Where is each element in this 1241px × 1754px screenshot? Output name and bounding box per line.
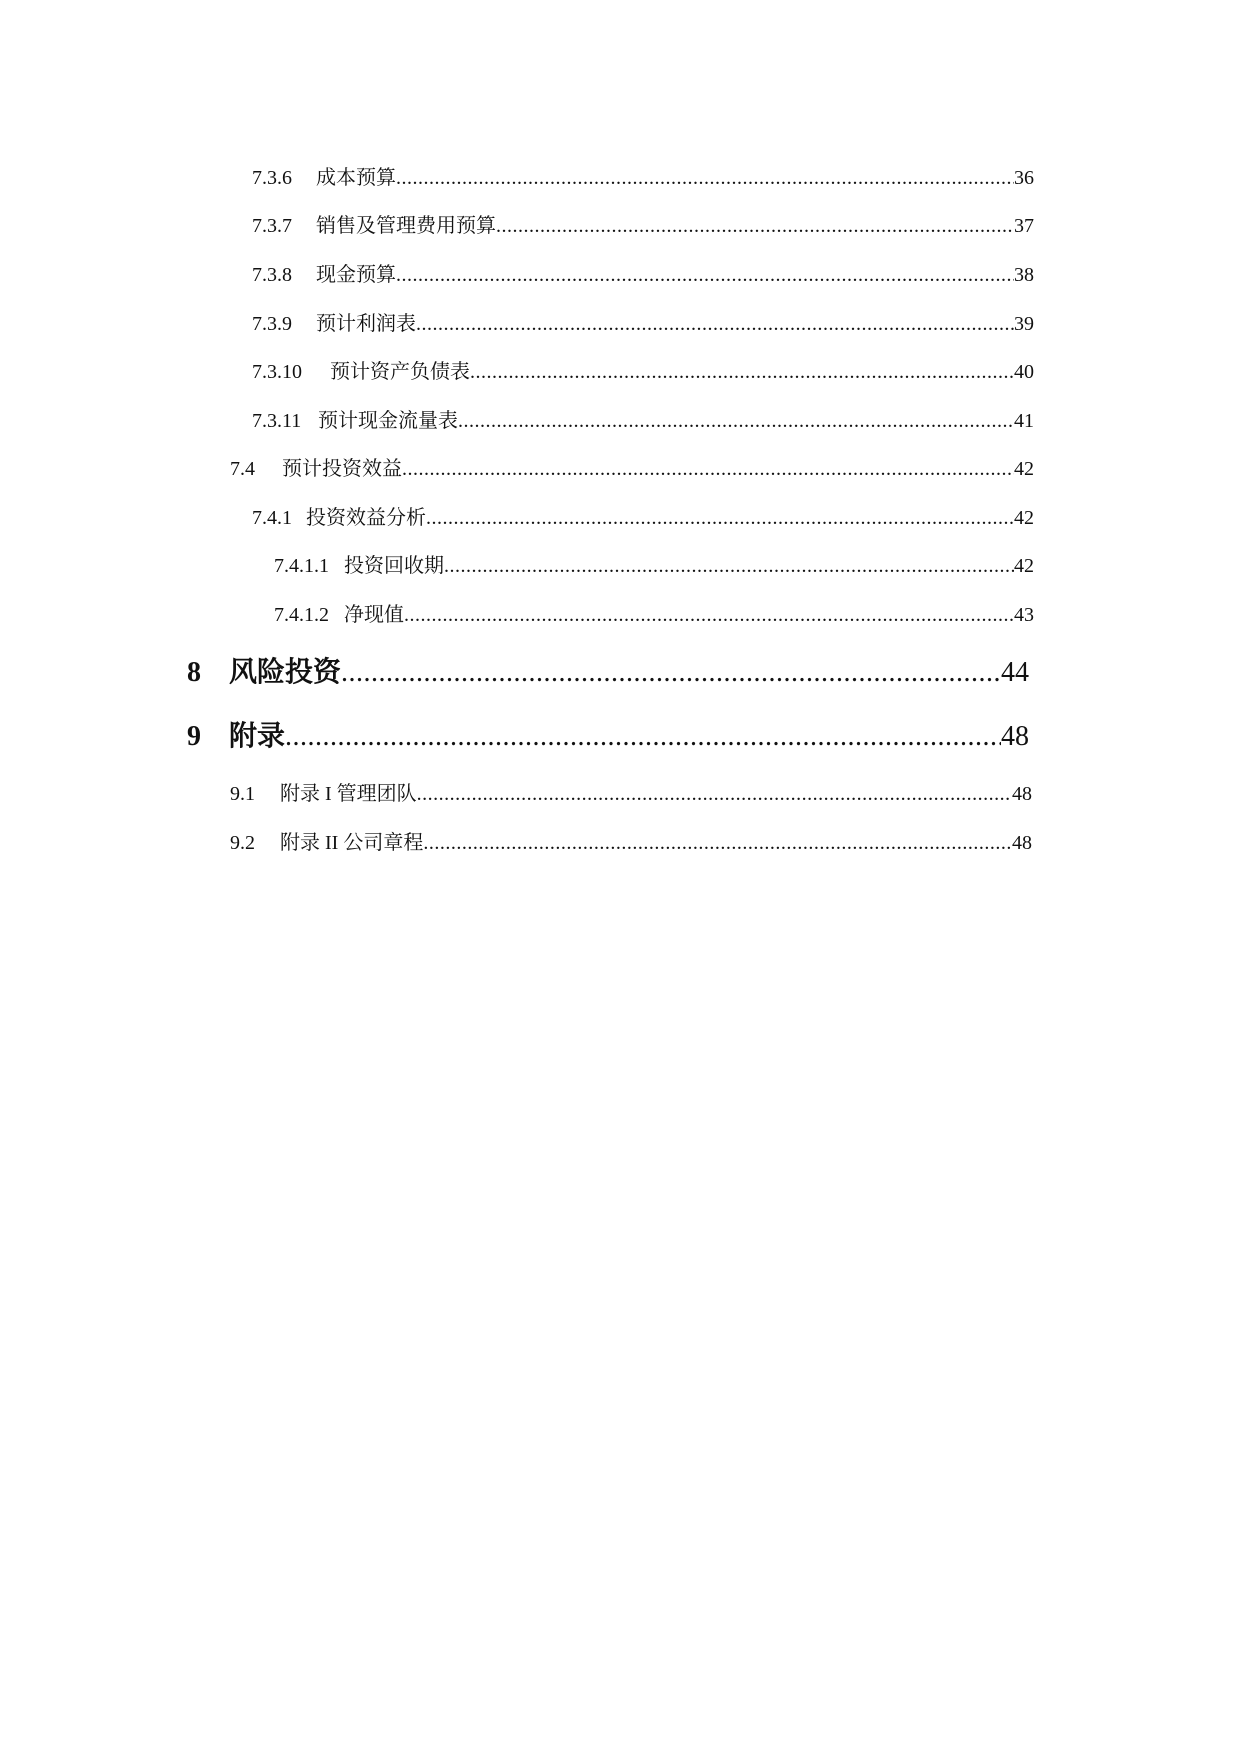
toc-page: 36 (1014, 167, 1034, 189)
toc-page: 41 (1014, 410, 1034, 432)
toc-title: 净现值 (344, 604, 404, 626)
toc-page: 37 (1014, 215, 1034, 237)
toc-leader (416, 313, 1014, 336)
toc-page: 48 (1012, 832, 1032, 854)
toc-leader (444, 555, 1014, 578)
toc-row[interactable] (230, 452, 1034, 481)
toc-title: 附录 II 公司章程 (280, 832, 424, 854)
toc-title: 预计现金流量表 (318, 410, 458, 432)
toc-row[interactable] (187, 714, 1029, 754)
toc-row[interactable] (187, 650, 1029, 690)
toc-title: 销售及管理费用预算 (316, 215, 496, 237)
toc-row[interactable] (252, 404, 1034, 433)
toc-title: 现金预算 (316, 264, 396, 286)
toc-page: 40 (1014, 361, 1034, 383)
toc-leader (417, 783, 1012, 806)
toc-row[interactable] (274, 549, 1034, 578)
toc-number: 8 (187, 657, 201, 688)
toc-leader (470, 361, 1014, 384)
toc-leader (285, 721, 1001, 753)
toc-leader (496, 215, 1014, 238)
toc-page: 48 (1012, 783, 1032, 805)
toc-title: 预计投资效益 (282, 458, 402, 480)
toc-page: 38 (1014, 264, 1034, 286)
toc-number: 7.3.10 (252, 361, 302, 383)
toc-leader (402, 458, 1014, 481)
toc-number: 7.4.1.2 (274, 604, 329, 626)
toc-row[interactable] (252, 161, 1034, 190)
toc-page: 42 (1014, 555, 1034, 577)
toc-number: 9.1 (230, 783, 255, 805)
toc-number: 7.4.1.1 (274, 555, 329, 577)
toc-number: 7.4.1 (252, 507, 292, 529)
toc-leader (404, 604, 1014, 627)
toc-row[interactable] (230, 826, 1032, 855)
toc-leader (396, 264, 1014, 287)
toc-number: 9.2 (230, 832, 255, 854)
toc-number: 7.3.11 (252, 410, 302, 432)
toc-row[interactable] (252, 501, 1034, 530)
toc-leader (458, 410, 1014, 433)
toc-number: 7.3.6 (252, 167, 292, 189)
toc-title: 投资效益分析 (306, 507, 426, 529)
toc-title: 预计利润表 (316, 313, 416, 335)
toc-number: 7.4 (230, 458, 255, 480)
toc-row[interactable] (252, 307, 1034, 336)
toc-title: 成本预算 (316, 167, 396, 189)
toc-page: 39 (1014, 313, 1034, 335)
toc-row[interactable] (252, 355, 1034, 384)
toc-page: 43 (1014, 604, 1034, 626)
toc-leader (423, 832, 1012, 855)
toc-leader (341, 657, 1001, 689)
toc-title: 投资回收期 (344, 555, 444, 577)
toc-leader (396, 167, 1014, 190)
toc-row[interactable] (252, 209, 1034, 238)
toc-page: 42 (1014, 507, 1034, 529)
toc-number: 9 (187, 721, 201, 752)
toc-title: 预计资产负债表 (330, 361, 470, 383)
toc-number: 7.3.8 (252, 264, 292, 286)
toc-page: 42 (1014, 458, 1034, 480)
toc-row[interactable] (230, 777, 1032, 806)
toc-page: 48 (1001, 721, 1029, 752)
toc-number: 7.3.7 (252, 215, 292, 237)
toc-title: 附录 I 管理团队 (280, 783, 417, 805)
toc-page: 44 (1001, 657, 1029, 688)
toc-row[interactable] (274, 598, 1034, 627)
toc-leader (426, 507, 1014, 530)
toc-title: 附录 (229, 721, 286, 752)
toc-number: 7.3.9 (252, 313, 292, 335)
toc-row[interactable] (252, 258, 1034, 287)
toc-title: 风险投资 (229, 657, 342, 688)
